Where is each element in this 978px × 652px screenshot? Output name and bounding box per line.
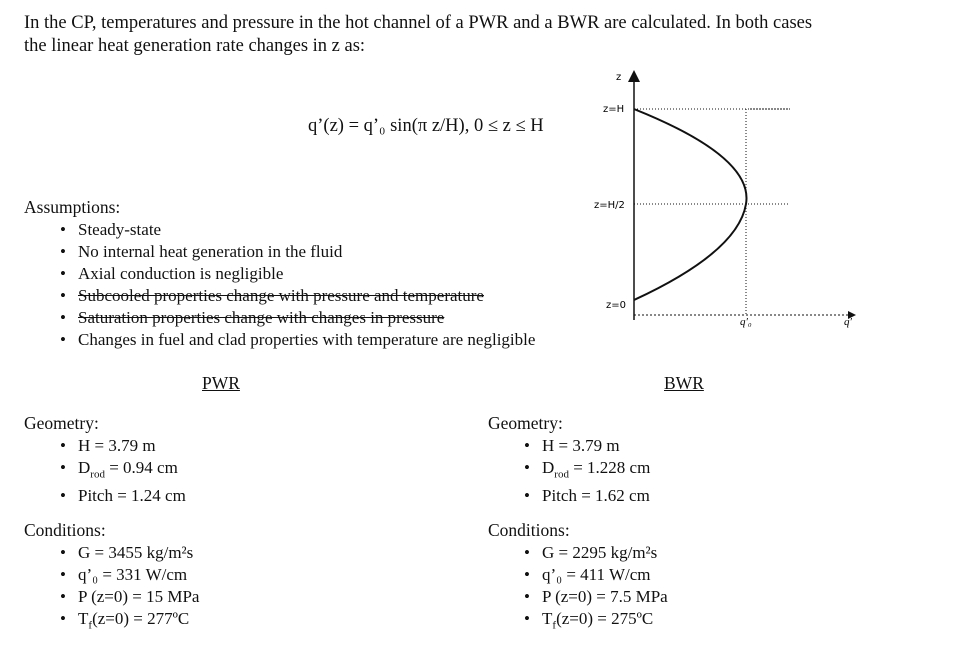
bullet-icon: • [60,264,66,283]
pwr-conditions-title: Conditions: [24,520,106,540]
pwr-heading: PWR [202,373,240,393]
bullet-icon: • [60,486,66,506]
list-item-struck: • Saturation properties change with changes in pressure [60,308,445,327]
list-item: • P (z=0) = 15 MPa [60,587,200,606]
heat-rate-formula: q’(z) = q’₀ sin(π z/H), 0 ≤ z ≤ H [308,116,544,136]
list-item: • q’₀ = 331 W/cm [60,565,188,584]
bullet-icon: • [60,587,66,606]
pwr-geometry-list [52,435,186,507]
bullet-icon: • [524,436,530,455]
bullet-icon: • [524,543,530,562]
bullet-icon: • [524,609,530,628]
list-item: • $D_{rod} = 0.94$ cm [60,458,178,481]
list-item: • H = 3.79 m [524,436,620,455]
list-item: • Changes in fuel and clad properties with temperature are negligible [60,330,536,349]
z-bottom-label: z=0 [606,300,626,311]
list-item: • P (z=0) = 7.5 MPa [524,587,668,606]
bullet-icon: • [524,587,530,606]
bwr-conditions-title: Conditions: [488,520,570,540]
bwr-geometry-list [516,435,650,507]
list-item: • $T_f(z=0)$ = 275ºC [524,609,654,632]
pwr-conditions-list [52,542,199,636]
bullet-icon: • [60,543,66,562]
bullet-icon: • [60,609,66,628]
bullet-icon: • [60,242,66,261]
assumptions-list [52,219,535,351]
bullet-icon: • [60,330,66,349]
sine-profile-curve [634,109,747,300]
intro-paragraph [24,12,924,58]
pwr-geometry-title: Geometry: [24,413,99,433]
bullet-icon: • [60,458,66,477]
list-item: • H = 3.79 m [60,436,156,455]
bullet-icon: • [60,308,66,327]
intro-line-2: the linear heat generation rate changes in z as: [24,36,366,56]
z-top-label: z=H [603,104,625,115]
list-item: • $D_{rod} = 1.228$ cm [524,458,651,481]
list-item: • Axial conduction is negligible [60,264,284,283]
list-item: • $T_f(z=0)$ = 277ºC [60,609,190,632]
list-item: • G = 3455 kg/m²s [60,543,194,562]
z-axis-label: z [616,72,622,83]
intro-line-1: In the CP, temperatures and pressure in the hot channel of a PWR and a BWR are calculated. In both cases [24,13,813,33]
bullet-icon: • [60,565,66,584]
bwr-heading: BWR [664,373,704,393]
list-item: • Pitch = 1.24 cm [60,486,186,506]
bullet-icon: • [524,565,530,584]
list-item: • q’₀ = 411 W/cm [524,565,651,584]
z-mid-label: z=H/2 [594,200,625,211]
bwr-geometry-title: Geometry: [488,413,563,433]
list-item: • Pitch = 1.62 cm [524,486,650,506]
bullet-icon: • [524,486,530,506]
list-item-struck: • Subcooled properties change with pressure and temperature [60,286,484,305]
bullet-icon: • [60,286,66,305]
heat-profile-diagram [560,62,860,332]
assumptions-title: Assumptions: [24,197,121,217]
q-axis-label: q′ [844,316,852,328]
bullet-icon: • [524,458,530,477]
q0-axis-label: q′₀ [740,316,752,328]
bwr-conditions-list [516,542,668,636]
list-item: • Steady-state [60,220,162,239]
bullet-icon: • [60,220,66,239]
list-item: • G = 2295 kg/m²s [524,543,658,562]
bullet-icon: • [60,436,66,455]
list-item: • No internal heat generation in the fluid [60,242,343,261]
